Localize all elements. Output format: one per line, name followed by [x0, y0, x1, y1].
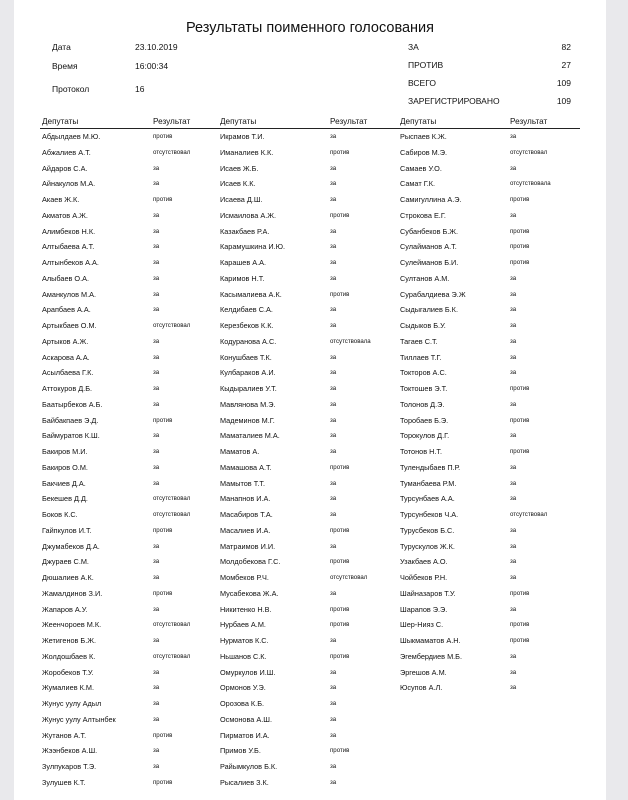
vote-result: против	[510, 416, 530, 424]
vote-result: против	[330, 652, 350, 660]
deputy-name: Толонов Д.Э.	[400, 399, 445, 409]
deputy-name: Строкова Е.Г.	[400, 210, 446, 220]
vote-result: за	[153, 274, 160, 282]
vote-result: за	[153, 747, 160, 755]
vote-result: за	[330, 353, 337, 361]
vote-result: за	[153, 542, 160, 550]
vote-result: за	[510, 322, 517, 329]
vote-result: за	[153, 306, 160, 314]
vote-result: за	[153, 432, 160, 440]
vote-result: за	[330, 416, 337, 424]
vote-result: за	[330, 274, 337, 282]
deputy-name: Шыкмаматов А.Н.	[400, 636, 461, 645]
vote-result: за	[330, 385, 337, 392]
deputy-name: Арапбаев А.А.	[42, 305, 91, 315]
vote-result: за	[510, 369, 517, 377]
vote-result: за	[510, 400, 517, 408]
deputy-name: Боков К.С.	[42, 510, 78, 519]
vote-result: за	[153, 574, 160, 581]
vote-result: за	[153, 243, 160, 251]
vote-result: за	[153, 180, 160, 188]
vote-result: против	[330, 290, 350, 298]
deputy-name: Сыдыков Б.У.	[400, 321, 446, 330]
deputy-name: Алтынбеков А.А.	[42, 258, 99, 267]
deputy-name: Жутанов А.Т.	[42, 730, 87, 740]
deputy-name: Баймуратов К.Ш.	[42, 431, 100, 441]
deputy-name: Сыдыгалиев Б.К.	[400, 305, 458, 315]
deputy-name: Сабиров М.Э.	[400, 147, 448, 157]
deputy-name: Узакбаев А.О.	[400, 557, 448, 567]
vote-result: за	[153, 637, 160, 644]
deputy-name: Кыдыралиев У.Т.	[220, 384, 277, 393]
deputy-name: Маматов А.	[220, 447, 260, 456]
deputy-name: Султанов А.М.	[400, 273, 450, 283]
vote-result: за	[153, 463, 160, 471]
deputy-name: Мусабекова Ж.А.	[220, 588, 279, 598]
deputy-name: Жунус уулу Адыл	[42, 699, 102, 708]
deputy-name: Момбеков Р.Ч.	[220, 573, 269, 582]
deputy-name: Турсунбеков Ч.А.	[400, 510, 459, 519]
vote-result: отсутствовал	[510, 148, 548, 156]
deputy-name: Сулейманов Б.И.	[400, 258, 459, 267]
vote-result: против	[153, 416, 173, 424]
deputy-name: Сурабалдиева Э.Ж	[400, 289, 466, 299]
header-result: Результат	[153, 117, 191, 126]
vote-result: против	[330, 621, 350, 629]
deputy-name: Эгембердиев М.Б.	[400, 651, 463, 661]
vote-result: против	[153, 133, 173, 140]
deputy-name: Айнакулов М.А.	[42, 179, 96, 189]
deputy-name: Зулпукаров Т.Э.	[42, 762, 97, 771]
deputy-name: Масабиров Т.А.	[220, 510, 273, 519]
vote-result: против	[510, 259, 530, 266]
deputy-name: Самигуллина А.Э.	[400, 195, 462, 204]
deputy-name: Жеенчороев М.К.	[42, 620, 102, 630]
vote-result: за	[153, 353, 160, 361]
vote-result: за	[330, 479, 337, 487]
vote-result: за	[510, 133, 517, 140]
deputy-name: Турсунбаев А.А.	[400, 494, 455, 504]
vote-result: за	[510, 605, 517, 613]
vote-result: отсутствовал	[153, 511, 191, 518]
vote-result: за	[510, 542, 517, 550]
deputy-name: Бакиров О.М.	[42, 462, 88, 472]
vote-result: за	[153, 385, 160, 392]
totals-value: 82	[561, 42, 571, 52]
vote-result: отсутствовал	[330, 574, 368, 581]
vote-result: за	[510, 574, 517, 581]
vote-result: за	[330, 778, 337, 786]
vote-result: отсутствовал	[153, 652, 191, 660]
header-result: Результат	[330, 117, 368, 126]
vote-result: против	[153, 731, 173, 739]
vote-result: за	[153, 700, 160, 707]
time-value: 16:00:34	[135, 61, 169, 71]
deputy-name: Байбакпаев Э.Д.	[42, 415, 99, 425]
vote-result: против	[510, 448, 530, 455]
deputy-name: Карашев А.А.	[220, 258, 267, 267]
totals-label: ПРОТИВ	[408, 60, 444, 70]
totals-value: 109	[556, 96, 571, 106]
vote-result: против	[330, 558, 350, 566]
vote-result: против	[510, 637, 530, 644]
vote-result: за	[330, 763, 337, 770]
deputy-name: Райымкулов Б.К.	[220, 762, 278, 771]
deputy-name: Керезбеков К.К.	[220, 321, 274, 330]
vote-result: за	[510, 684, 517, 692]
vote-result: за	[330, 542, 337, 550]
vote-result: за	[330, 369, 337, 377]
vote-result: против	[330, 605, 350, 613]
vote-result: отсутствовал	[153, 148, 191, 156]
deputy-name: Жамалдинов З.И.	[42, 588, 103, 598]
deputy-name: Молдобекова Г.С.	[220, 557, 281, 567]
deputy-name: Гайпкулов И.Т.	[42, 525, 92, 535]
vote-result: за	[153, 763, 160, 770]
vote-result: за	[330, 164, 337, 172]
deputy-name: Аскарова А.А.	[42, 352, 90, 362]
deputy-name: Алыбаев О.А.	[42, 273, 89, 283]
deputy-name: Манапнов И.А.	[220, 494, 271, 504]
vote-result: за	[510, 526, 517, 534]
deputy-name: Жунус уулу Алтынбек	[42, 714, 116, 724]
deputy-name: Ньшанов С.К.	[220, 651, 267, 661]
deputy-name: Юсупов А.Л.	[400, 683, 443, 693]
deputy-name: Жолдошбаев К.	[42, 651, 96, 661]
deputy-name: Алтыбаева А.Т.	[42, 242, 95, 252]
vote-result: за	[330, 400, 337, 408]
deputy-name: Джумабеков Д.А.	[42, 541, 100, 551]
deputy-name: Омуркулов И.Ш.	[220, 667, 276, 677]
vote-result: за	[153, 715, 160, 723]
vote-result: за	[330, 306, 337, 314]
vote-result: за	[330, 196, 337, 203]
vote-result: против	[153, 589, 173, 597]
header-deputies: Депутаты	[42, 117, 79, 126]
deputy-name: Матраимов И.И.	[220, 541, 276, 551]
protocol-value: 16	[135, 84, 145, 94]
vote-result: за	[153, 448, 160, 455]
page-title: Результаты поименного голосования	[185, 20, 435, 36]
vote-result: за	[330, 511, 337, 518]
deputy-name: Касымалиева А.К.	[220, 289, 282, 299]
deputy-name: Нурматов К.С.	[220, 636, 269, 645]
deputy-name: Тотонов Н.Т.	[400, 447, 443, 456]
totals-label: ВСЕГО	[408, 78, 436, 88]
deputy-name: Жапаров А.У.	[42, 604, 88, 614]
vote-result: отсутствовал	[153, 322, 191, 329]
vote-result: за	[153, 211, 160, 219]
vote-result: за	[153, 227, 160, 235]
vote-result: за	[153, 668, 160, 676]
vote-result: против	[510, 385, 530, 392]
deputy-name: Турусбеков Б.С.	[400, 525, 455, 535]
deputy-name: Карамушкина И.Ю.	[220, 242, 286, 252]
deputy-name: Зулушев К.Т.	[42, 777, 86, 787]
deputy-name: Баатырбеков А.Б.	[42, 399, 103, 409]
vote-result: отсутствовала	[330, 337, 371, 345]
vote-result: за	[330, 668, 337, 676]
vote-result: против	[330, 463, 350, 471]
deputy-name: Конушбаев Т.К.	[220, 352, 272, 362]
vote-result: против	[510, 227, 530, 235]
vote-result: за	[330, 180, 337, 188]
vote-result: за	[330, 227, 337, 235]
deputy-name: Мадеминов М.Г.	[220, 415, 275, 425]
deputy-name: Тулендыбаев П.Р.	[400, 462, 461, 472]
deputy-name: Сулайманов А.Т.	[400, 242, 457, 252]
deputy-name: Торобаев Б.Э.	[400, 415, 449, 425]
deputy-name: Бакиров М.И.	[42, 447, 88, 456]
vote-result: против	[153, 196, 173, 203]
vote-result: за	[510, 306, 517, 314]
vote-result: против	[330, 526, 350, 534]
deputy-name: Токторов А.С.	[400, 368, 447, 378]
deputy-name: Туманбаева Р.М.	[400, 478, 457, 488]
vote-result: против	[330, 148, 350, 156]
vote-result: за	[510, 668, 517, 676]
vote-result: против	[510, 589, 530, 597]
vote-result: за	[330, 322, 337, 329]
vote-result: за	[153, 684, 160, 692]
deputy-name: Иманалиев К.К.	[220, 147, 274, 157]
deputy-name: Самаев У.О.	[400, 163, 442, 173]
vote-result: за	[153, 558, 160, 566]
deputy-name: Рысалиев З.К.	[220, 777, 269, 787]
deputy-name: Акаев Ж.К.	[42, 195, 80, 204]
deputy-name: Ормонов У.Э.	[220, 683, 266, 693]
vote-result: за	[330, 133, 337, 140]
deputy-name: Чойбеков Р.Н.	[400, 573, 448, 582]
vote-result: за	[330, 715, 337, 723]
deputy-name: Дюшалиев А.К.	[42, 573, 94, 582]
deputy-name: Абжалиев А.Т.	[42, 147, 91, 157]
vote-result: за	[510, 164, 517, 172]
vote-result: против	[330, 747, 350, 755]
vote-result: отсутствовал	[153, 495, 191, 503]
deputy-name: Жумалиев К.М.	[42, 683, 94, 693]
deputy-name: Никитенко Н.В.	[220, 604, 272, 614]
deputy-name: Токтошев Э.Т.	[400, 384, 448, 393]
vote-result: за	[510, 211, 517, 219]
totals-value: 109	[556, 78, 571, 88]
deputy-name: Бакчиев Д.А.	[42, 478, 86, 488]
deputy-name: Артыкбаев О.М.	[42, 321, 97, 330]
deputy-name: Артыков А.Ж.	[42, 336, 89, 346]
deputy-name: Мавлянова М.Э.	[220, 399, 276, 409]
deputy-name: Исаев К.К.	[220, 179, 256, 189]
vote-result: за	[153, 337, 160, 345]
deputy-name: Мамашова А.Т.	[220, 462, 272, 472]
deputy-name: Исмаилова А.Ж.	[220, 210, 276, 220]
vote-result: за	[330, 589, 337, 597]
deputy-name: Абдылдаев М.Ю.	[42, 132, 101, 141]
deputy-name: Турускулов Ж.К.	[400, 541, 455, 551]
vote-result: за	[330, 495, 337, 503]
vote-result: за	[153, 479, 160, 487]
vote-result: за	[330, 448, 337, 455]
date-value: 23.10.2019	[135, 42, 178, 52]
vote-result: за	[330, 700, 337, 707]
vote-result: за	[510, 290, 517, 298]
deputy-name: Икрамов Т.И.	[220, 132, 265, 141]
vote-result: за	[510, 274, 517, 282]
vote-result: за	[153, 605, 160, 613]
deputy-name: Шер-Нияз С.	[400, 620, 444, 630]
vote-result: за	[510, 432, 517, 440]
vote-result: за	[330, 243, 337, 251]
deputy-name: Субанбеков Б.Ж.	[400, 226, 459, 236]
vote-result: за	[330, 684, 337, 692]
deputy-name: Аттокуров Д.Б.	[42, 384, 93, 393]
deputy-name: Тиллаев Т.Г.	[400, 352, 442, 362]
vote-result: отсутствовал	[510, 511, 548, 518]
header-divider	[40, 128, 580, 129]
time-label: Время	[52, 61, 78, 71]
vote-result: за	[510, 558, 517, 566]
deputy-name: Шайназаров Т.У.	[400, 588, 456, 598]
deputy-name: Айдаров С.А.	[42, 163, 88, 173]
deputy-name: Алимбеков Н.К.	[42, 226, 96, 236]
vote-result: против	[510, 196, 530, 203]
vote-result: за	[510, 652, 517, 660]
totals-value: 27	[561, 60, 571, 70]
deputy-name: Масалиев И.А.	[220, 525, 271, 535]
vote-result: отсутствовал	[153, 621, 191, 629]
vote-result: против	[153, 526, 173, 534]
vote-result: отсутствовала	[510, 180, 551, 188]
deputy-name: Нурбаев А.М.	[220, 620, 266, 630]
deputy-name: Торокулов Д.Г.	[400, 431, 450, 441]
deputy-name: Осмонова А.Ш.	[220, 714, 272, 724]
deputy-name: Исаева Д.Ш.	[220, 195, 263, 204]
header-result: Результат	[510, 117, 548, 126]
deputy-name: Жээнбеков А.Ш.	[42, 746, 98, 756]
deputy-name: Жетигенов Б.Ж.	[42, 636, 97, 645]
deputy-name: Исаев Ж.Б.	[220, 163, 259, 173]
vote-result: за	[510, 353, 517, 361]
vote-result: за	[153, 369, 160, 377]
deputy-name: Эргешов А.М.	[400, 667, 447, 677]
vote-result: за	[510, 495, 517, 503]
deputy-name: Кодуранова А.С.	[220, 336, 277, 346]
deputy-name: Асылбаева Г.К.	[42, 368, 94, 378]
header-deputies: Депутаты	[220, 117, 257, 126]
vote-result: за	[330, 637, 337, 644]
totals-label: ЗА	[408, 42, 419, 52]
date-label: Дата	[52, 42, 71, 52]
deputy-name: Каримов Н.Т.	[220, 273, 265, 283]
vote-result: за	[330, 432, 337, 440]
vote-result: против	[330, 211, 350, 219]
deputy-name: Рыспаев К.Ж.	[400, 132, 447, 141]
deputy-name: Джураев С.М.	[42, 557, 89, 567]
header-result: Депутаты	[400, 117, 437, 126]
document-page	[14, 0, 606, 800]
deputy-name: Бекешев Д.Д.	[42, 494, 88, 504]
vote-result: против	[153, 778, 173, 786]
deputy-name: Орозова К.Б.	[220, 699, 265, 708]
protocol-label: Протокол	[52, 84, 90, 94]
deputy-name: Жоробеков Т.У.	[42, 667, 94, 677]
deputy-name: Тагаев С.Т.	[400, 336, 438, 346]
vote-result: за	[153, 290, 160, 298]
deputy-name: Аманкулов М.А.	[42, 289, 97, 299]
vote-result: за	[330, 731, 337, 739]
vote-result: за	[153, 164, 160, 172]
deputy-name: Примов У.Б.	[220, 746, 261, 756]
vote-result: за	[510, 337, 517, 345]
deputy-name: Казакбаев Р.А.	[220, 226, 270, 236]
deputy-name: Самат Г.К.	[400, 179, 436, 189]
deputy-name: Кулбараков А.И.	[220, 368, 276, 378]
deputy-name: Пирматов И.А.	[220, 730, 270, 740]
vote-result: за	[153, 259, 160, 266]
vote-result: против	[510, 243, 530, 251]
vote-result: за	[510, 479, 517, 487]
deputy-name: Маматалиев М.А.	[220, 431, 280, 441]
deputy-name: Келдибаев С.А.	[220, 305, 273, 315]
deputy-name: Акматов А.Ж.	[42, 210, 88, 220]
vote-result: за	[510, 463, 517, 471]
totals-label: ЗАРЕГИСТРИРОВАНО	[408, 96, 500, 106]
vote-result: за	[330, 259, 337, 266]
deputy-name: Мамытов Т.Т.	[220, 478, 266, 488]
vote-result: против	[510, 621, 530, 629]
deputy-name: Шарапов Э.Э.	[400, 604, 448, 614]
vote-result: за	[153, 400, 160, 408]
